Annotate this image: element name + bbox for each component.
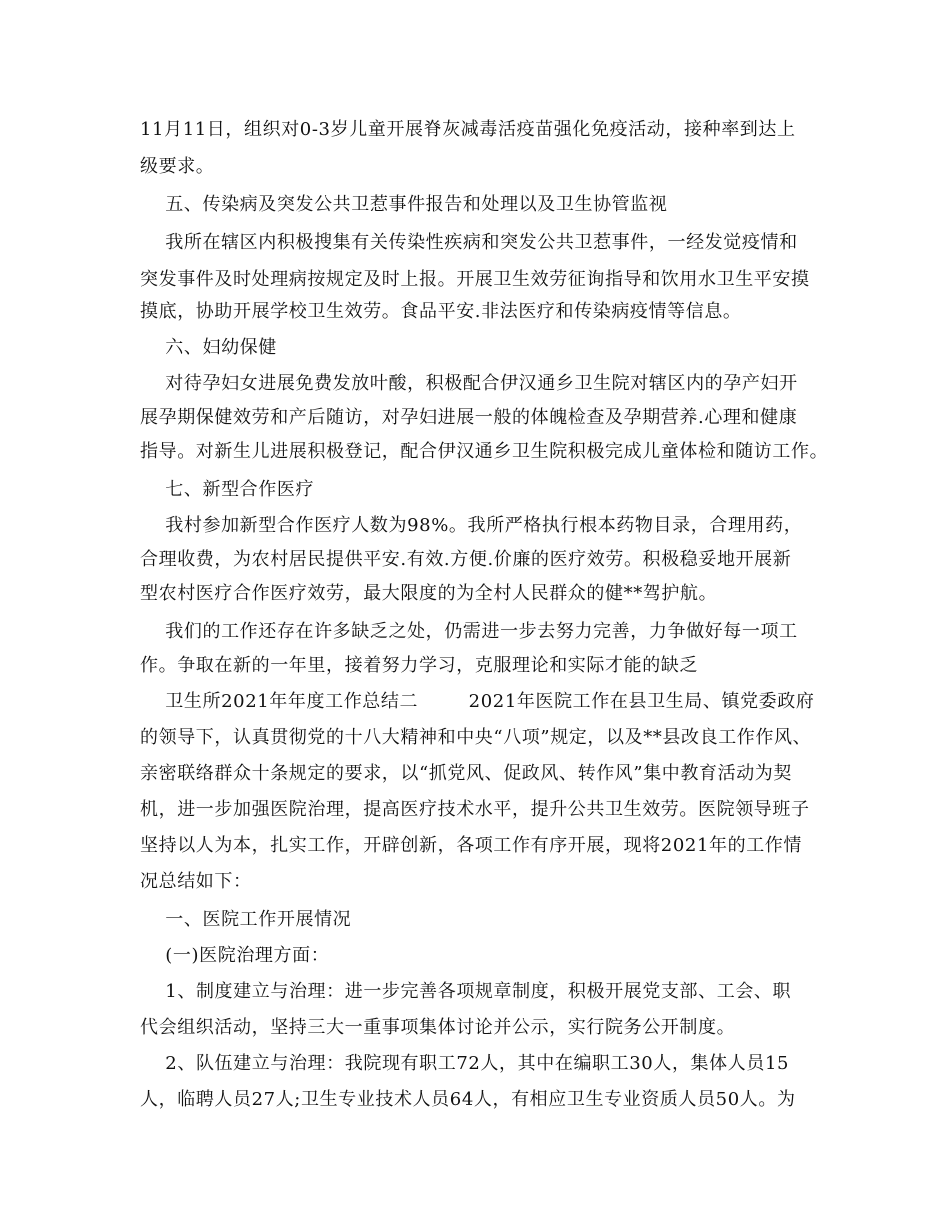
text-line: 作。争取在新的一年里，接着努力学习，克服理论和实际才能的缺乏 <box>140 655 698 676</box>
section-heading: 七、新型合作医疗 <box>140 479 315 500</box>
text-line: 突发事件及时处理病按规定及时上报。开展卫生效劳征询指导和饮用水卫生平安摸 <box>140 269 810 290</box>
text-line: 11月11日，组织对0-3岁儿童开展脊灰减毒活疫苗强化免疫活动，接种率到达上 <box>140 119 796 140</box>
section-heading: 六、妇幼保健 <box>140 337 277 358</box>
text-line: 展孕期保健效劳和产后随访，对孕妇进展一般的体魄检查及孕期营养.心理和健康 <box>140 407 798 428</box>
text-line: 况总结如下： <box>140 871 252 892</box>
text-line: 合理收费，为农村居民提供平安.有效.方便.价廉的医疗效劳。积极稳妥地开展新 <box>140 549 792 570</box>
section-heading: 一、医院工作开展情况 <box>140 909 352 930</box>
text-line: 摸底，协助开展学校卫生效劳。食品平安.非法医疗和传染病疫情等信息。 <box>140 301 742 322</box>
section-heading: 五、传染病及突发公共卫惹事件报告和处理以及卫生协管监视 <box>140 194 668 215</box>
text-line: 型农村医疗合作医疗效劳，最大限度的为全村人民群众的健**驾护航。 <box>140 583 718 604</box>
text-line: 2、队伍建立与治理：我院现有职工72人，其中在编职工30人，集体人员15 <box>140 1053 790 1074</box>
text-line: 我们的工作还存在许多缺乏之处，仍需进一步去努力完善，力争做好每一项工 <box>140 621 798 642</box>
text-line: 亲密联络群众十条规定的要求，以“抓党风、促政风、转作风”集中教育活动为契 <box>140 763 793 784</box>
text-line: 级要求。 <box>140 156 215 177</box>
text-line: 我村参加新型合作医疗人数为98%。我所严格执行根本药物目录，合理用药， <box>140 515 803 536</box>
text-line: 1、制度建立与治理：进一步完善各项规章制度，积极开展党支部、工会、职 <box>140 981 792 1002</box>
text-line: 坚持以人为本，扎实工作，开辟创新，各项工作有序开展，现将2021年的工作情 <box>140 835 803 856</box>
text-line: 指导。对新生儿进展积极登记，配合伊汉通乡卫生院积极完成儿童体检和随访工作。 <box>140 441 829 462</box>
text-line: 的领导下，认真贯彻党的十八大精神和中央“八项”规定，以及**县改良工作作风、 <box>140 727 812 748</box>
text-line: 卫生所2021年年度工作总结二 2021年医院工作在县卫生局、镇党委政府 <box>140 691 815 712</box>
text-line: 机，进一步加强医院治理，提高医疗技术水平，提升公共卫生效劳。医院领导班子 <box>140 799 810 820</box>
text-line: 对待孕妇女进展免费发放叶酸，积极配合伊汉通乡卫生院对辖区内的孕产妇开 <box>140 373 798 394</box>
text-line: 人，临聘人员27人;卫生专业技术人员64人，有相应卫生专业资质人员50人。为 <box>140 1089 796 1110</box>
text-line: 我所在辖区内积极搜集有关传染性疾病和突发公共卫惹事件，一经发觉疫情和 <box>140 232 798 253</box>
section-subheading: (一)医院治理方面： <box>140 945 330 966</box>
text-line: 代会组织活动，坚持三大一重事项集体讨论并公示，实行院务公开制度。 <box>140 1017 736 1038</box>
